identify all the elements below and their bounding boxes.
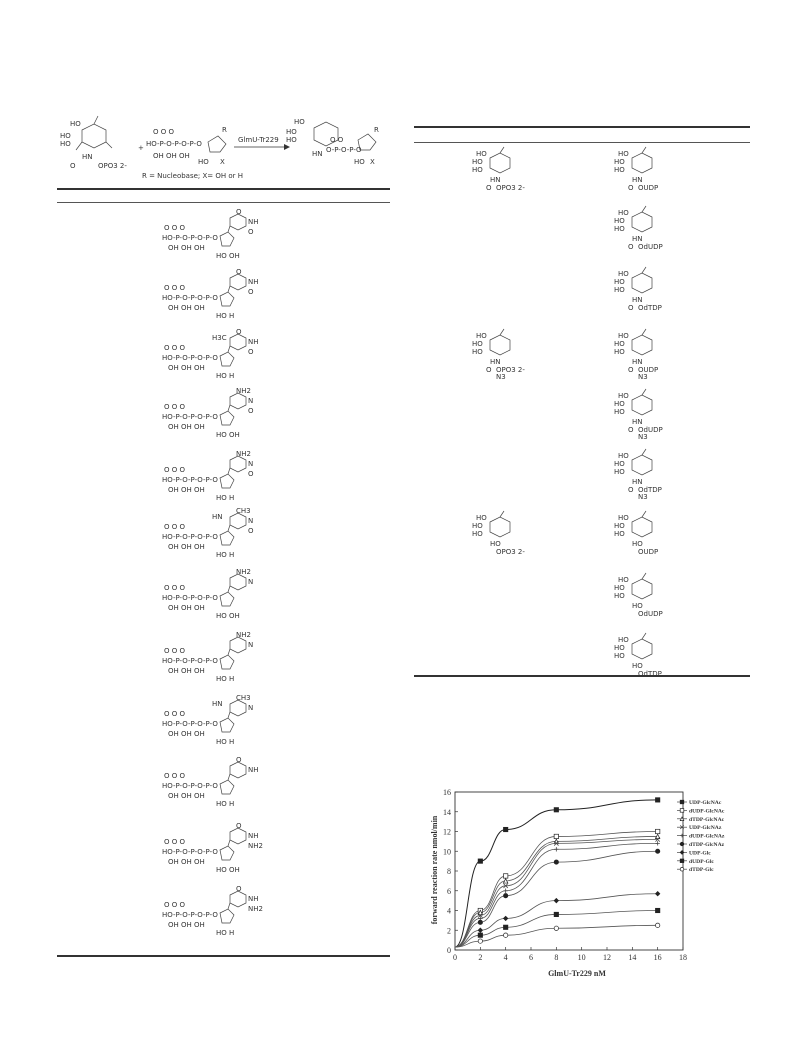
base-side-group: NH — [248, 278, 259, 286]
y-tick-label: 6 — [447, 886, 451, 896]
acetyl-oxygen: O — [628, 243, 634, 251]
right-table-bottom-rule — [414, 675, 750, 677]
data-point — [655, 798, 659, 802]
base-carbonyl: O — [248, 228, 254, 236]
chart-legend — [677, 800, 725, 873]
triphosphate-chain: HO-P-O-P-O-P-O — [162, 476, 218, 484]
sugar-ho-3: HO — [614, 592, 625, 600]
sugar-nucleotide-structure-5 — [614, 388, 684, 442]
sugar-ho-4: HO — [472, 522, 483, 530]
sugar-ho-3: HO — [614, 408, 625, 416]
sugar-ho-6: HO — [618, 514, 629, 522]
azide-group: N3 — [638, 373, 648, 381]
triphosphate-chain: HO-P-O-P-O-P-O — [162, 657, 218, 665]
sugar-c2-group: HO — [632, 540, 643, 548]
legend-marker — [680, 867, 684, 871]
sugar-ho-6: HO — [618, 576, 629, 584]
anomeric-group: OPO3 2- — [496, 366, 525, 374]
left-table-bottom-rule — [57, 955, 390, 957]
data-point — [478, 933, 482, 937]
sugar-ho-4: HO — [472, 158, 483, 166]
sugar-nucleotide-structure-6 — [614, 448, 684, 502]
x-axis-label: GlmU-Tr229 nM — [548, 969, 606, 978]
sugar-substituents: HO H — [216, 372, 235, 380]
scheme-x: X — [220, 158, 225, 166]
azide-group: N3 — [496, 373, 506, 381]
sugar-c2-group: HN — [490, 358, 501, 366]
sugar-ho-4: HO — [614, 460, 625, 468]
triphosphate-chain: HO-P-O-P-O-P-O — [162, 848, 218, 856]
scheme-ho-3: HO — [60, 140, 71, 148]
x-tick-label: 0 — [453, 953, 457, 962]
data-point — [478, 920, 482, 924]
data-point — [503, 889, 507, 893]
data-point — [554, 898, 558, 902]
data-point — [655, 841, 659, 845]
base-extra-group: H3C — [212, 334, 227, 342]
sugar-ho-4: HO — [614, 644, 625, 652]
nucleotide-structure-6 — [162, 505, 272, 563]
base-top-group: O — [236, 328, 242, 336]
nucleotide-structure-8 — [162, 629, 272, 687]
sugar-substituents: HO OH — [216, 431, 240, 439]
sugar-substituents: HO OH — [216, 612, 240, 620]
y-tick-label: 0 — [447, 946, 451, 955]
sugar-ho-4: HO — [614, 278, 625, 286]
anomeric-group: OdUDP — [638, 610, 663, 618]
phosphate-hydroxyls: OH OH OH — [168, 364, 205, 372]
sugar-c2-group: HO — [632, 662, 643, 670]
scheme-opo3: OPO3 2- — [98, 162, 127, 170]
sugar-ho-4: HO — [614, 584, 625, 592]
base-top-group: NH2 — [236, 387, 251, 395]
reaction-scheme — [58, 112, 388, 184]
series-line — [455, 839, 658, 947]
base-top-group: NH2 — [236, 631, 251, 639]
sugar-ho-3: HO — [614, 530, 625, 538]
nucleotide-structure-2 — [162, 266, 272, 324]
svg-text:HO: HO — [354, 158, 365, 166]
svg-text:R: R — [374, 126, 379, 134]
sugar-ho-6: HO — [618, 392, 629, 400]
nucleotide-structure-9 — [162, 692, 272, 750]
series-UDP-GlcNAc — [455, 798, 660, 947]
sugar-ho-4: HO — [614, 217, 625, 225]
data-point — [655, 908, 659, 912]
phosphate-oxygens: O O O — [164, 710, 185, 718]
sugar-substituents: HO OH — [216, 866, 240, 874]
sugar-substituents: HO H — [216, 551, 235, 559]
scheme-r: R — [222, 126, 227, 134]
glcnac-1-phosphate-structure — [76, 116, 112, 150]
sugar-nucleotide-structure-1 — [614, 146, 684, 200]
data-point — [655, 849, 659, 853]
base-carbonyl: O — [248, 288, 254, 296]
sugar-ho-3: HO — [614, 468, 625, 476]
legend-label: dUDP-GlcNAz — [689, 833, 725, 840]
triphosphate-chain: HO-P-O-P-O-P-O — [162, 354, 218, 362]
legend-label: dTDP-GlcNAz — [689, 842, 725, 848]
sugar-nucleotide-structure-9 — [614, 632, 684, 686]
sugar-c2-group: HN — [632, 478, 643, 486]
series-dUDP-GlcNAz — [455, 841, 660, 947]
x-tick-label: 14 — [628, 953, 637, 962]
sugar-substituents: HO H — [216, 738, 235, 746]
nucleotide-structure-1 — [162, 206, 272, 264]
anomeric-group: OUDP — [638, 548, 659, 556]
base-top-group: CH3 — [236, 694, 251, 702]
sugar-c2-group: HN — [632, 296, 643, 304]
sugar-ho-3: HO — [614, 166, 625, 174]
sugar-c2-group: HN — [490, 176, 501, 184]
base-carbonyl: NH2 — [248, 842, 263, 850]
data-point — [478, 859, 482, 863]
anomeric-group: OPO3 2- — [496, 548, 525, 556]
data-point — [655, 829, 659, 833]
nucleotide-structure-10 — [162, 754, 272, 812]
svg-text:HO: HO — [294, 118, 305, 126]
nucleotide-structure-3 — [162, 326, 272, 384]
acetyl-oxygen: O — [486, 184, 492, 192]
data-point — [554, 847, 558, 851]
sugar-ho-4: HO — [614, 158, 625, 166]
sugar-ho-3: HO — [614, 348, 625, 356]
sugar-nucleotide-structure-4 — [614, 328, 684, 382]
scheme-phos-mid: HO-P-O-P-O-P-O — [146, 140, 202, 148]
nucleotide-structure-5 — [162, 448, 272, 506]
sugar-phosphate-structure-4 — [472, 328, 542, 382]
triphosphate-chain: HO-P-O-P-O-P-O — [162, 234, 218, 242]
sugar-phosphate-structure-1 — [472, 146, 542, 200]
series-UDP-Glc — [455, 892, 660, 948]
sugar-ho-4: HO — [472, 340, 483, 348]
phosphate-oxygens: O O O — [164, 403, 185, 411]
data-point — [503, 893, 507, 897]
sugar-phosphate-structure-7 — [472, 510, 542, 564]
anomeric-group: OdUDP — [638, 243, 663, 251]
data-point — [503, 925, 507, 929]
base-top-group: O — [236, 756, 242, 764]
sugar-ho-3: HO — [472, 348, 483, 356]
sugar-c2-group: HN — [632, 358, 643, 366]
svg-text:O-P-O-P-O: O-P-O-P-O — [326, 146, 362, 154]
right-table-top-rule — [414, 126, 750, 128]
phosphate-hydroxyls: OH OH OH — [168, 304, 205, 312]
sugar-ho-4: HO — [614, 400, 625, 408]
base-carbonyl: O — [248, 527, 254, 535]
sugar-ho-3: HO — [614, 225, 625, 233]
base-side-group: N — [248, 641, 254, 649]
triphosphate-chain: HO-P-O-P-O-P-O — [162, 533, 218, 541]
sugar-nucleotide-structure-3 — [614, 266, 684, 320]
phosphate-hydroxyls: OH OH OH — [168, 486, 205, 494]
phosphate-oxygens: O O O — [164, 838, 185, 846]
y-tick-label: 14 — [443, 807, 451, 817]
phosphate-oxygens: O O O — [164, 344, 185, 352]
scheme-phos-top: O O O — [153, 128, 174, 136]
y-tick-label: 10 — [443, 847, 451, 857]
x-tick-label: 6 — [529, 953, 533, 962]
left-table-top-rule — [57, 188, 390, 190]
base-top-group: O — [236, 268, 242, 276]
left-table-header-rule — [57, 202, 390, 203]
anomeric-group: OUDP — [638, 184, 659, 192]
base-top-group: CH3 — [236, 507, 251, 515]
data-point — [503, 874, 507, 878]
data-point — [503, 933, 507, 937]
triphosphate-chain: HO-P-O-P-O-P-O — [162, 294, 218, 302]
sugar-ho-4: HO — [614, 340, 625, 348]
chart-series — [455, 798, 660, 947]
reaction-rate-chart — [425, 780, 725, 980]
sugar-ho-6: HO — [618, 209, 629, 217]
sugar-ho-6: HO — [618, 332, 629, 340]
plot-frame — [455, 792, 683, 950]
base-carbonyl: O — [248, 348, 254, 356]
scheme-enzyme: GlmU-Tr229 — [238, 136, 279, 144]
legend-marker — [680, 859, 684, 863]
anomeric-group: OdUDP — [638, 426, 663, 434]
x-tick-label: 8 — [554, 953, 559, 962]
sugar-ho-3: HO — [472, 530, 483, 538]
series-dTDP-Glc — [455, 923, 660, 947]
base-side-group: N — [248, 517, 254, 525]
y-tick-label: 16 — [443, 788, 451, 797]
scheme-hn: HN — [82, 153, 93, 161]
phosphate-oxygens: O O O — [164, 647, 185, 655]
ribose-ring — [208, 136, 226, 152]
anomeric-group: OPO3 2- — [496, 184, 525, 192]
acetyl-oxygen: O — [628, 304, 634, 312]
x-tick-label: 4 — [503, 953, 508, 962]
anomeric-group: OdTDP — [638, 670, 662, 678]
phosphate-hydroxyls: OH OH OH — [168, 543, 205, 551]
svg-text:HO: HO — [198, 158, 209, 166]
base-top-group: O — [236, 885, 242, 893]
legend-marker — [680, 800, 684, 804]
base-top-group: NH2 — [236, 450, 251, 458]
base-side-group: NH — [248, 832, 259, 840]
anomeric-group: OdTDP — [638, 486, 662, 494]
y-axis-label: forward reaction rate nmol/min — [430, 815, 439, 925]
legend-label: UDP-GlcNAc — [689, 800, 722, 806]
triphosphate-chain: HO-P-O-P-O-P-O — [162, 782, 218, 790]
base-carbonyl: NH2 — [248, 905, 263, 913]
scheme-plus: + — [138, 144, 144, 152]
data-point — [554, 834, 558, 838]
legend-marker — [680, 842, 684, 846]
anomeric-group: OdTDP — [638, 304, 662, 312]
y-tick-label: 4 — [447, 906, 451, 916]
phosphate-oxygens: O O O — [164, 901, 185, 909]
triphosphate-chain: HO-P-O-P-O-P-O — [162, 594, 218, 602]
sugar-c2-group: HO — [490, 540, 501, 548]
phosphate-oxygens: O O O — [164, 466, 185, 474]
legend-label: dUDP-Glc — [689, 858, 714, 865]
scheme-ho-2: HO — [60, 132, 71, 140]
phosphate-oxygens: O O O — [164, 584, 185, 592]
sugar-ho-6: HO — [618, 270, 629, 278]
sugar-ho-6: HO — [476, 332, 487, 340]
x-tick-label: 12 — [603, 953, 611, 962]
base-side-group: N — [248, 460, 254, 468]
sugar-substituents: HO H — [216, 929, 235, 937]
legend-label: dTDP-Glc — [689, 867, 714, 874]
nucleotide-structure-7 — [162, 566, 272, 624]
y-tick-label: 8 — [447, 867, 451, 876]
data-point — [554, 860, 558, 864]
triphosphate-chain: HO-P-O-P-O-P-O — [162, 720, 218, 728]
x-tick-label: 18 — [679, 953, 687, 962]
svg-text:HO: HO — [286, 136, 297, 144]
sugar-ho-6: HO — [618, 452, 629, 460]
svg-text:HO: HO — [286, 128, 297, 136]
phosphate-oxygens: O O O — [164, 523, 185, 531]
data-point — [655, 892, 659, 896]
svg-text:O: O — [70, 162, 76, 170]
phosphate-hydroxyls: OH OH OH — [168, 792, 205, 800]
base-carbonyl: O — [248, 407, 254, 415]
base-side-group: N — [248, 397, 254, 405]
sugar-ho-6: HO — [618, 636, 629, 644]
data-point — [478, 939, 482, 943]
y-tick-label: 2 — [447, 926, 451, 936]
sugar-substituents: HO H — [216, 494, 235, 502]
sugar-c2-group: HO — [632, 602, 643, 610]
phosphate-hydroxyls: OH OH OH — [168, 730, 205, 738]
sugar-ho-3: HO — [614, 652, 625, 660]
azide-group: N3 — [638, 433, 648, 441]
phosphate-hydroxyls: OH OH OH — [168, 667, 205, 675]
base-side-group: NH — [248, 895, 259, 903]
nucleotide-structure-11 — [162, 820, 272, 878]
sugar-c2-group: HN — [632, 418, 643, 426]
sugar-ho-3: HO — [614, 286, 625, 294]
scheme-phos-bot: OH OH OH — [153, 152, 190, 160]
triphosphate-chain: HO-P-O-P-O-P-O — [162, 911, 218, 919]
data-point — [503, 827, 507, 831]
anomeric-group: OUDP — [638, 366, 659, 374]
sugar-nucleotide-structure-7 — [614, 510, 684, 564]
base-top-group: NH2 — [236, 568, 251, 576]
acetyl-oxygen: O — [628, 486, 634, 494]
base-extra-group: HN — [212, 700, 223, 708]
base-side-group: N — [248, 704, 254, 712]
series-line — [455, 800, 658, 947]
triphosphate-chain: HO-P-O-P-O-P-O — [162, 413, 218, 421]
base-side-group: NH — [248, 338, 259, 346]
sugar-ho-6: HO — [476, 514, 487, 522]
nucleotide-structure-12 — [162, 883, 272, 941]
data-point — [554, 912, 558, 916]
sugar-ho-6: HO — [476, 150, 487, 158]
nucleotide-structure-4 — [162, 385, 272, 443]
sugar-substituents: HO H — [216, 800, 235, 808]
scheme-r-note: R = Nucleobase; X= OH or H — [142, 172, 244, 180]
legend-label: dUDP-GlcNAc — [689, 808, 725, 815]
svg-text:X: X — [370, 158, 375, 166]
svg-text:HN: HN — [312, 150, 323, 158]
legend-label: UDP-GlcNAz — [689, 825, 722, 832]
phosphate-oxygens: O O O — [164, 224, 185, 232]
phosphate-hydroxyls: OH OH OH — [168, 244, 205, 252]
sugar-substituents: HO H — [216, 675, 235, 683]
sugar-ho-6: HO — [618, 150, 629, 158]
sugar-c2-group: HN — [632, 176, 643, 184]
base-extra-group: HN — [212, 513, 223, 521]
x-tick-label: 16 — [653, 953, 662, 962]
x-tick-label: 10 — [577, 953, 586, 962]
scheme-ho-1: HO — [70, 120, 81, 128]
sugar-ho-4: HO — [614, 522, 625, 530]
sugar-nucleotide-structure-2 — [614, 205, 684, 259]
base-side-group: NH — [248, 218, 259, 226]
data-point — [503, 916, 507, 920]
phosphate-oxygens: O O O — [164, 772, 185, 780]
series-dTDP-GlcNAz — [455, 849, 660, 947]
x-tick-label: 2 — [478, 953, 483, 962]
legend-marker — [680, 809, 684, 813]
phosphate-hydroxyls: OH OH OH — [168, 604, 205, 612]
sugar-ho-3: HO — [472, 166, 483, 174]
sugar-substituents: HO OH — [216, 252, 240, 260]
acetyl-oxygen: O — [486, 366, 492, 374]
base-carbonyl: O — [248, 470, 254, 478]
data-point — [554, 926, 558, 930]
sugar-nucleotide-structure-8 — [614, 572, 684, 626]
svg-text:O O: O O — [330, 136, 344, 144]
sugar-substituents: HO H — [216, 312, 235, 320]
azide-group: N3 — [638, 493, 648, 501]
legend-label: dTDP-GlcNAc — [689, 816, 725, 823]
data-point — [554, 808, 558, 812]
phosphate-hydroxyls: OH OH OH — [168, 921, 205, 929]
base-side-group: N — [248, 578, 254, 586]
right-table-header-rule — [414, 142, 750, 143]
data-point — [478, 928, 482, 932]
base-top-group: O — [236, 822, 242, 830]
y-tick-label: 12 — [443, 827, 451, 837]
data-point — [655, 923, 659, 927]
phosphate-oxygens: O O O — [164, 284, 185, 292]
sugar-c2-group: HN — [632, 235, 643, 243]
acetyl-oxygen: O — [628, 426, 634, 434]
base-side-group: NH — [248, 766, 259, 774]
base-top-group: O — [236, 208, 242, 216]
phosphate-hydroxyls: OH OH OH — [168, 423, 205, 431]
acetyl-oxygen: O — [628, 366, 634, 374]
phosphate-hydroxyls: OH OH OH — [168, 858, 205, 866]
legend-label: UDP-Glc — [689, 850, 711, 857]
acetyl-oxygen: O — [628, 184, 634, 192]
